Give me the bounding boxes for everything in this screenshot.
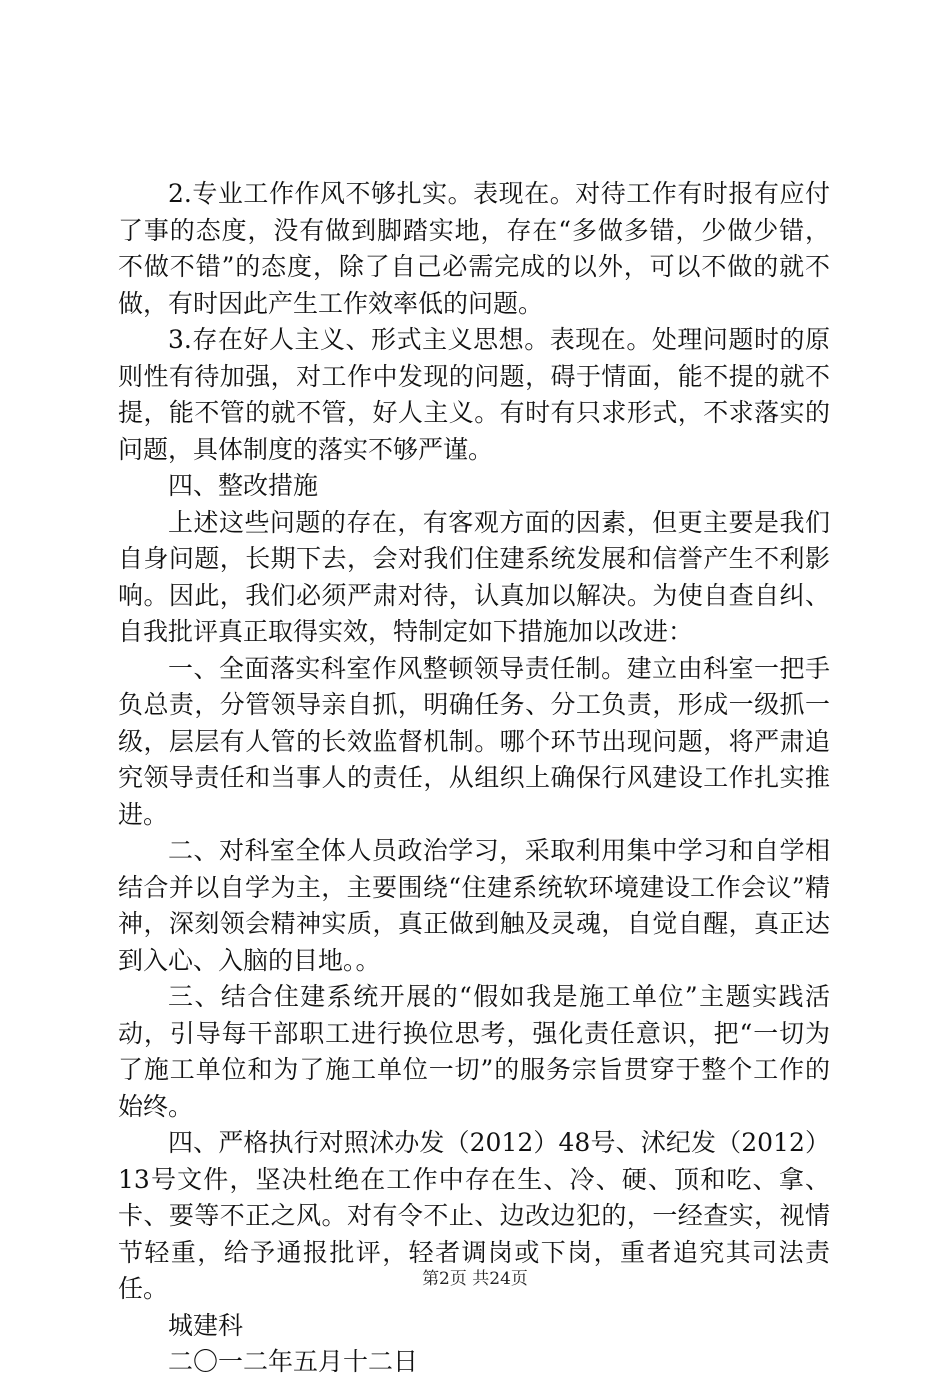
document-body [118,176,830,1381]
paragraph-measure-3: 三、结合住建系统开展的“假如我是施工单位”主题实践活动，引导每干部职工进行换位思考，强化责任意识，把“一切为了施工单位和为了施工单位一切”的服务宗旨贯穿于整个工作的始终。 [118,982,830,1121]
paragraph-measure-2: 二、对科室全体人员政治学习，采取利用集中学习和自学相结合并以自学为主，主要围绕“住建系统软环境建设工作会议”精神，深刻领会精神实质，真正做到触及灵魂，自觉自醒，真正达到入心、入脑的目地。。 [118,836,830,975]
signature-department: 城建科 [168,1310,244,1340]
section-heading-rectification: 四、整改措施 [168,471,319,500]
paragraph-measure-4: 四、严格执行对照沭办发（2012）48号、沭纪发（2012）13号文件，坚决杜绝在工作中存在生、冷、硬、顶和吃、拿、卡、要等不正之风。对有令不止、边改边犯的，一经查实，视情节轻重，给予通报批评，轻者调岗或下岗，重者追究其司法责任。 [118,1128,830,1303]
paragraph-work-style: 2.专业工作作风不够扎实。表现在。对待工作有时报有应付了事的态度，没有做到脚踏实地，存在“多做多错，少做少错，不做不错”的态度，除了自己必需完成的以外，可以不做的就不做，有时因此产生工作效率低的问题。 [118,179,830,318]
paragraph-measure-1: 一、全面落实科室作风整顿领导责任制。建立由科室一把手负总责，分管领导亲自抓，明确任务、分工负责，形成一级抓一级，层层有人管的长效监督机制。哪个环节出现问题，将严肃追究领导责任和当事人的责任，从组织上确保行风建设工作扎实推进。 [118,653,830,829]
paragraph-formalism: 3.存在好人主义、形式主义思想。表现在。处理问题时的原则性有待加强，对工作中发现的问题，碍于情面，能不提的就不提，能不管的就不管，好人主义。有时有只求形式，不求落实的问题，具体制度的落实不够严谨。 [118,325,830,464]
signature-date: 二〇一二年五月十二日 [168,1347,419,1376]
paragraph-intro-measures: 上述这些问题的存在，有客观方面的因素，但更主要是我们自身问题，长期下去，会对我们住建系统发展和信誉产生不利影响。因此，我们必须严肃对待，认真加以解决。为使自查自纠、自我批评真正取得实效，特制定如下措施加以改进： [118,507,830,646]
page-number-footer: 第2页 共24页 [422,1269,528,1289]
